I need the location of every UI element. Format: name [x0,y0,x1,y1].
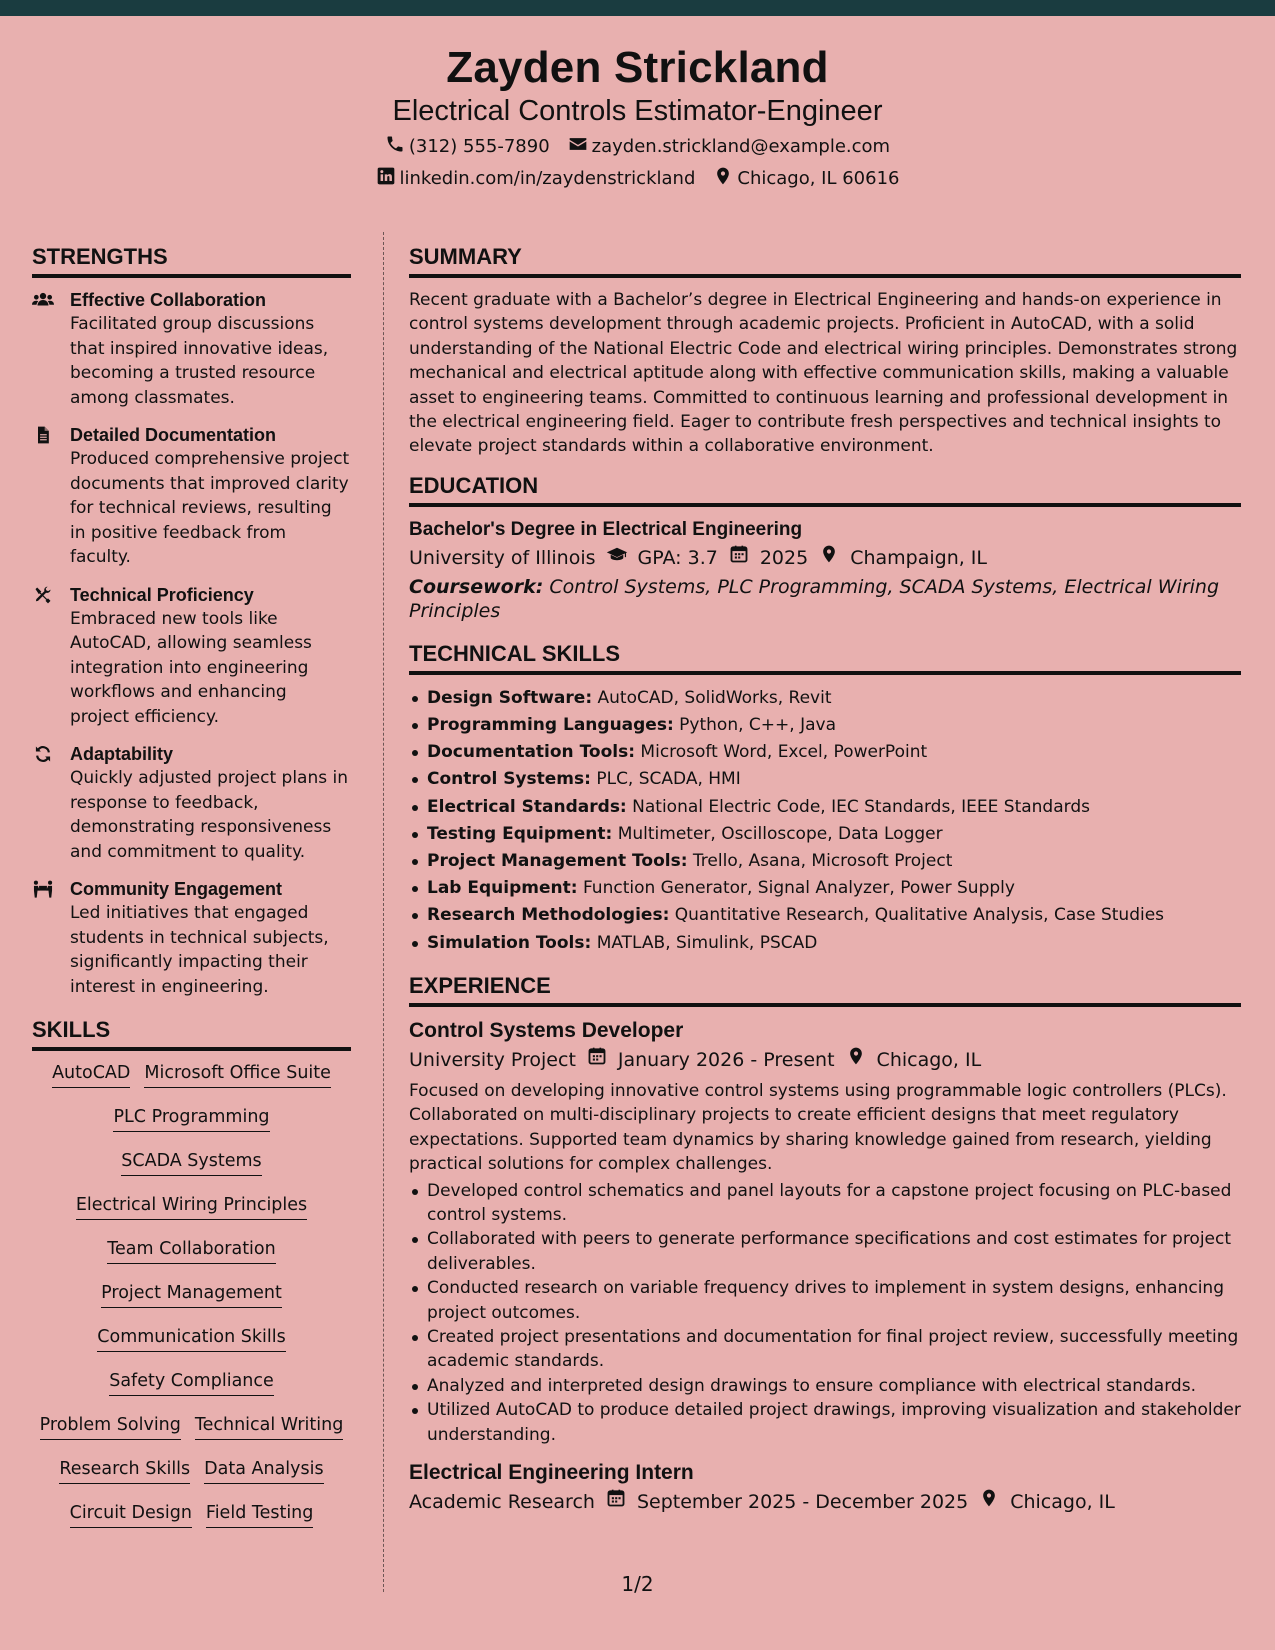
summary-text: Recent graduate with a Bachelor’s degree in Electrical Engineering and hands-on experience in control systems development through academic projects. Proficient in AutoCAD, with a solid understanding of the National Electric Code and electrical wiring principles. Demonstrates strong mechanical and electrical aptitude along with effective communication skills, making a valuable asset to engineering teams. Committed to continuous learning and professional development in the electrical engineering field. Eager to contribute fresh perspectives and technical insights to elevate project standards within a collaborative environment. [409,290,1238,457]
list-item [427,712,1241,739]
strength-description: Embraced new tools like AutoCAD, allowing seamless integration into engineering workflows and enhancing project efficiency. [70,608,312,727]
phone-contact[interactable] [385,134,550,159]
strength-description: Produced comprehensive project documents that improved clarity for technical reviews, resulting in positive feedback from faculty. [70,449,350,567]
skill-category: Lab Equipment: [427,878,578,899]
skill-category: Documentation Tools: [427,742,636,763]
skill-values: Microsoft Word, Excel, PowerPoint [640,742,928,763]
skill-chip: SCADA Systems [121,1149,261,1176]
email-contact[interactable] [568,134,890,159]
list-item: Developed control schematics and panel layouts for a capstone project focusing on PLC-based control systems. [427,1179,1241,1228]
left-column [32,244,351,1545]
list-item [427,739,1241,766]
email-text: zayden.strickland@example.com [591,136,891,157]
coursework [409,575,1241,623]
coursework-label: Coursework: [409,575,544,598]
skill-values: National Electric Code, IEC Standards, IEEE Standards [632,796,1090,817]
skill-chip: PLC Programming [113,1105,269,1132]
list-item [427,930,1241,957]
strength-title: Effective Collaboration [70,290,267,310]
graduation-year: 2025 [759,546,809,569]
skill-chip: Research Skills [59,1457,190,1484]
skills-row [32,1237,351,1281]
linkedin-contact[interactable] [376,166,696,191]
job-dates: January 2026 - Present [617,1048,835,1071]
skill-chip: Circuit Design [70,1501,192,1528]
list-item: Collaborated with peers to generate performance specifications and cost estimates for project deliverables. [427,1227,1241,1276]
degree-title: Bachelor's Degree in Electrical Engineering [409,518,803,540]
list-item [427,794,1241,821]
list-item: Created project presentations and documentation for final project review, successfully meeting academic standards. [427,1325,1241,1374]
skill-chip: Communication Skills [97,1325,285,1352]
skill-category: Simulation Tools: [427,932,592,953]
skill-chip: Safety Compliance [109,1369,274,1396]
strength-item [32,423,351,570]
strength-description: Led initiatives that engaged students in technical subjects, significantly impacting their interest in engineering. [70,903,329,997]
calendar-icon [586,1045,608,1075]
list-item [427,875,1241,902]
skills-row [32,1369,351,1413]
contact-row-2 [0,166,1275,191]
list-item: Utilized AutoCAD to produce detailed project drawings, improving visualization and stakeholder understanding. [427,1398,1241,1447]
technical-skills-heading: TECHNICAL SKILLS [409,641,1241,675]
skills-row [32,1501,351,1545]
skill-chip: Project Management [101,1281,282,1308]
resume-header [0,16,1275,204]
map-marker-icon [845,1045,867,1075]
phone-text: (312) 555-7890 [408,136,550,157]
skill-chip: AutoCAD [52,1061,130,1088]
people-carry-icon [32,877,56,999]
education-meta [409,543,1241,573]
strength-title: Detailed Documentation [70,425,277,445]
top-accent-bar [0,0,1275,16]
strengths-heading: STRENGTHS [32,244,351,278]
job-dates: September 2025 - December 2025 [636,1490,969,1513]
job-title: Electrical Engineering Intern [409,1460,694,1484]
skill-values: Multimeter, Oscilloscope, Data Logger [617,823,943,844]
job-entry [409,1459,1241,1517]
skills-row [32,1413,351,1457]
map-marker-icon [713,166,733,191]
job-bullets [409,1179,1241,1447]
strength-description: Quickly adjusted project plans in response to feedback, demonstrating responsiveness and commitment to quality. [70,768,349,862]
school-location: Champaign, IL [850,546,988,569]
skill-chip: Problem Solving [40,1413,181,1440]
skills-row [32,1457,351,1501]
strength-item [32,583,351,730]
skill-category: Control Systems: [427,769,591,790]
calendar-icon [728,543,750,573]
list-item [427,685,1241,712]
phone-icon [385,134,405,159]
skills-list [32,1061,351,1545]
list-item [427,821,1241,848]
contact-row-1 [0,134,1275,159]
strength-item [32,288,351,410]
skill-chip: Team Collaboration [107,1237,275,1264]
skills-row [32,1193,351,1237]
job-entry [409,1017,1241,1447]
location-text: Chicago, IL 60616 [737,168,900,189]
skill-values: Function Generator, Signal Analyzer, Power Supply [582,878,1015,899]
job-description: Focused on developing innovative control systems using programmable logic controllers (PLCs). Collaborated on multi-disciplinary projects to create efficient designs that meet regulatory expectations. Supported team dynamics by sharing knowledge gained from research, yielding practical solutions for complex challenges. [409,1080,1227,1175]
skill-category: Programming Languages: [427,715,674,736]
skill-category: Design Software: [427,687,593,708]
linkedin-icon [376,166,396,191]
strength-title: Adaptability [70,744,174,764]
coursework-list: Control Systems, PLC Programming, SCADA Systems, Electrical Wiring Principles [409,575,1220,622]
candidate-name: Zayden Strickland [446,43,829,92]
page-number: 1/2 [621,1572,654,1596]
job-title: Control Systems Developer [409,1018,684,1042]
document-icon [32,423,56,570]
experience-heading: EXPERIENCE [409,973,1241,1007]
linkedin-text: linkedin.com/in/zaydenstrickland [399,168,696,189]
list-item [427,902,1241,929]
map-marker-icon [818,543,840,573]
skill-chip: Data Analysis [204,1457,323,1484]
skills-row [32,1281,351,1325]
skill-category: Research Methodologies: [427,905,670,926]
tools-icon [32,583,56,730]
summary-heading: SUMMARY [409,244,1241,278]
job-organization: University Project [409,1048,576,1071]
job-location: Chicago, IL [876,1048,982,1071]
skill-values: Python, C++, Java [679,715,836,736]
skills-row [32,1149,351,1193]
job-organization: Academic Research [409,1490,595,1513]
school-name: University of Illinois [409,546,596,569]
users-icon [32,288,56,410]
skills-row [32,1061,351,1105]
skill-chip: Technical Writing [195,1413,343,1440]
job-meta [409,1045,1241,1075]
skill-chip: Electrical Wiring Principles [76,1193,307,1220]
list-item [427,848,1241,875]
right-column [409,244,1241,1517]
skill-values: MATLAB, Simulink, PSCAD [596,932,818,953]
sync-icon [32,742,56,864]
strengths-list [32,288,351,999]
skills-row [32,1325,351,1369]
skill-values: Trello, Asana, Microsoft Project [692,851,953,872]
list-item: Analyzed and interpreted design drawings to ensure compliance with electrical standards. [427,1374,1241,1398]
graduation-cap-icon [606,543,628,573]
education-heading: EDUCATION [409,473,1241,507]
calendar-icon [605,1487,627,1517]
column-divider [383,232,384,1592]
strength-item [32,877,351,999]
skill-values: Quantitative Research, Qualitative Analysis, Case Studies [674,905,1165,926]
skill-category: Electrical Standards: [427,796,627,817]
skill-chip: Microsoft Office Suite [144,1061,331,1088]
skill-chip: Field Testing [206,1501,313,1528]
candidate-title: Electrical Controls Estimator-Engineer [392,95,883,127]
envelope-icon [568,134,588,159]
gpa-text: GPA: 3.7 [637,546,718,569]
skill-values: PLC, SCADA, HMI [596,769,741,790]
skills-row [32,1105,351,1149]
skill-values: AutoCAD, SolidWorks, Revit [597,687,832,708]
strength-title: Community Engagement [70,879,283,899]
skill-category: Testing Equipment: [427,823,613,844]
strength-title: Technical Proficiency [70,584,254,605]
job-location: Chicago, IL [1010,1490,1115,1513]
technical-skills-list [409,685,1241,957]
skill-category: Project Management Tools: [427,851,688,872]
strength-description: Facilitated group discussions that inspired innovative ideas, becoming a trusted resource among classmates. [70,314,329,408]
job-meta [409,1487,1241,1517]
location-contact [713,166,899,191]
strength-item [32,742,351,864]
list-item: Conducted research on variable frequency drives to implement in system designs, enhancing project outcomes. [427,1276,1241,1325]
skills-heading: SKILLS [32,1017,351,1051]
list-item [427,766,1241,793]
map-marker-icon [978,1487,1000,1517]
